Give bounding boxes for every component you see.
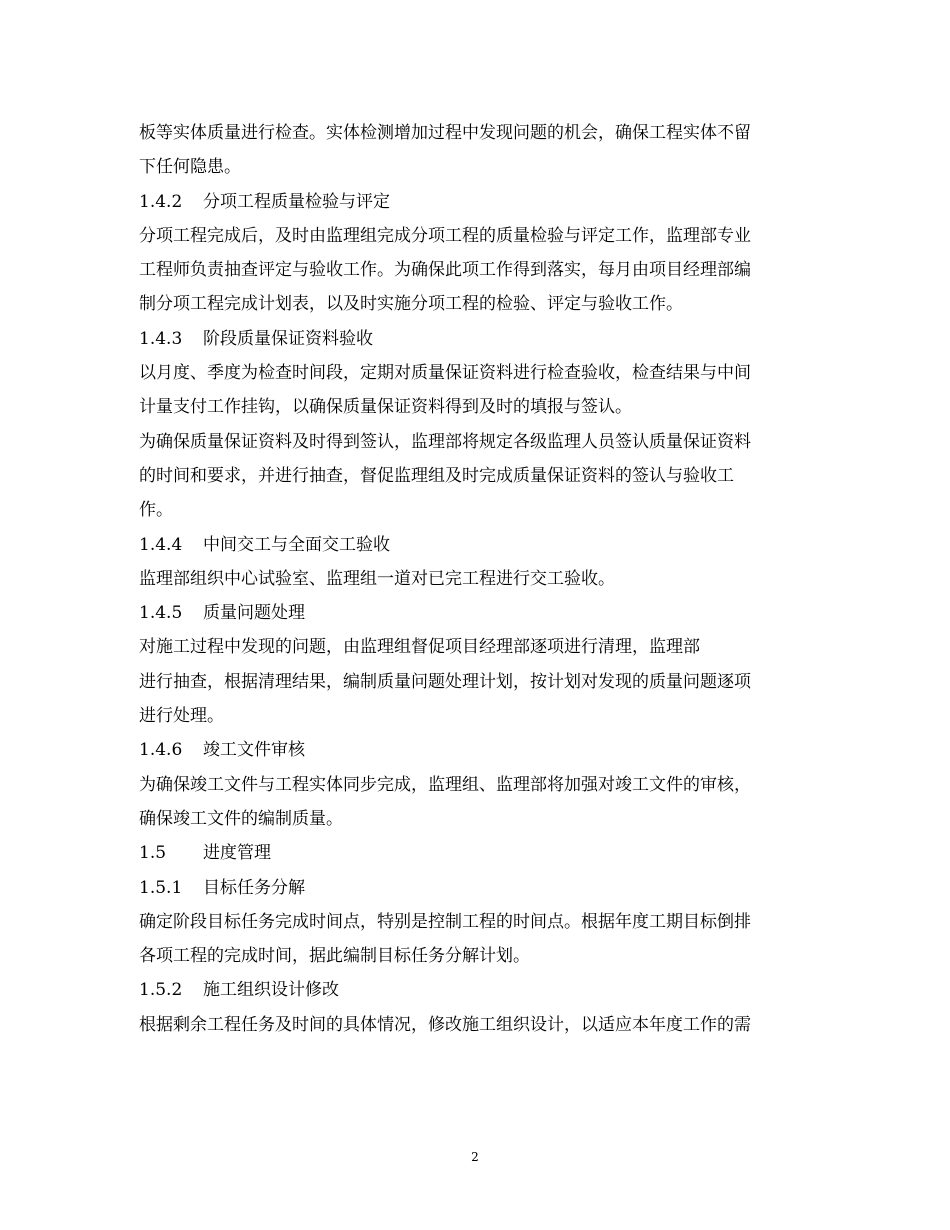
section-title: 施工组织设计修改: [203, 980, 339, 1001]
paragraph-line: 作。: [139, 500, 173, 521]
section-number: 1.4.4: [139, 534, 183, 555]
paragraph-line: 为确保质量保证资料及时得到签认，监理部将规定各级监理人员签认质量保证资料: [139, 431, 751, 452]
section-title: 进度管理: [203, 843, 271, 864]
section-title: 阶段质量保证资料验收: [203, 328, 373, 349]
section-number: 1.4.5: [139, 603, 183, 624]
section-heading: [139, 528, 819, 562]
section-heading: [139, 322, 819, 356]
section-number: 1.5.1: [139, 877, 183, 898]
paragraph-line: 确保竣工文件的编制质量。: [139, 808, 343, 829]
paragraph-line: 进行处理。: [139, 706, 224, 727]
paragraph-line: 为确保竣工文件与工程实体同步完成，监理组、监理部将加强对竣工文件的审核，: [139, 774, 751, 795]
section-heading: [139, 973, 819, 1007]
section-heading: [139, 596, 819, 630]
paragraph-line: 对施工过程中发现的问题，由监理组督促项目经理部逐项进行清理，监理部: [139, 637, 700, 658]
section-title: 质量问题处理: [203, 603, 305, 624]
section-title: 中间交工与全面交工验收: [203, 534, 390, 555]
section-number: 1.5: [139, 843, 167, 864]
section-title: 目标任务分解: [203, 877, 305, 898]
paragraph-line: 进行抽查，根据清理结果，编制质量问题处理计划，按计划对发现的质量问题逐项: [139, 671, 751, 692]
section-number: 1.4.6: [139, 740, 183, 761]
paragraph-line: 工程师负责抽查评定与验收工作。为确保此项工作得到落实，每月由项目经理部编: [139, 260, 751, 281]
paragraph-line: 的时间和要求，并进行抽查，督促监理组及时完成质量保证资料的签认与验收工: [139, 465, 734, 486]
section-heading: [139, 185, 819, 219]
section-title: 竣工文件审核: [203, 740, 305, 761]
paragraph-line: 监理部组织中心试验室、监理组一道对已完工程进行交工验收。: [139, 568, 615, 589]
paragraph-line: 以月度、季度为检查时间段，定期对质量保证资料进行检查验收，检查结果与中间: [139, 363, 751, 384]
section-heading: [139, 733, 819, 767]
paragraph-line: 制分项工程完成计划表，以及时实施分项工程的检验、评定与验收工作。: [139, 294, 683, 315]
paragraph-line: 板等实体质量进行检查。实体检测增加过程中发现问题的机会，确保工程实体不留: [139, 123, 751, 143]
page-number: 2: [471, 1150, 479, 1164]
section-title: 分项工程质量检验与评定: [203, 191, 390, 212]
section-number: 1.4.3: [139, 328, 183, 349]
paragraph-line: 根据剩余工程任务及时间的具体情况，修改施工组织设计，以适应本年度工作的需: [139, 1014, 751, 1035]
paragraph-line: 分项工程完成后，及时由监理组完成分项工程的质量检验与评定工作，监理部专业: [139, 225, 751, 246]
document-body: [139, 116, 819, 1042]
section-number: 1.4.2: [139, 191, 183, 212]
paragraph-line: 下任何隐患。: [139, 157, 241, 178]
paragraph-line: 计量支付工作挂钩，以确保质量保证资料得到及时的填报与签认。: [139, 397, 632, 418]
section-number: 1.5.2: [139, 980, 183, 1001]
section-heading: [139, 871, 819, 905]
section-heading: [139, 836, 819, 870]
paragraph-line: 确定阶段目标任务完成时间点，特别是控制工程的时间点。根据年度工期目标倒排: [139, 911, 751, 932]
paragraph-line: 各项工程的完成时间，据此编制目标任务分解计划。: [139, 946, 530, 967]
